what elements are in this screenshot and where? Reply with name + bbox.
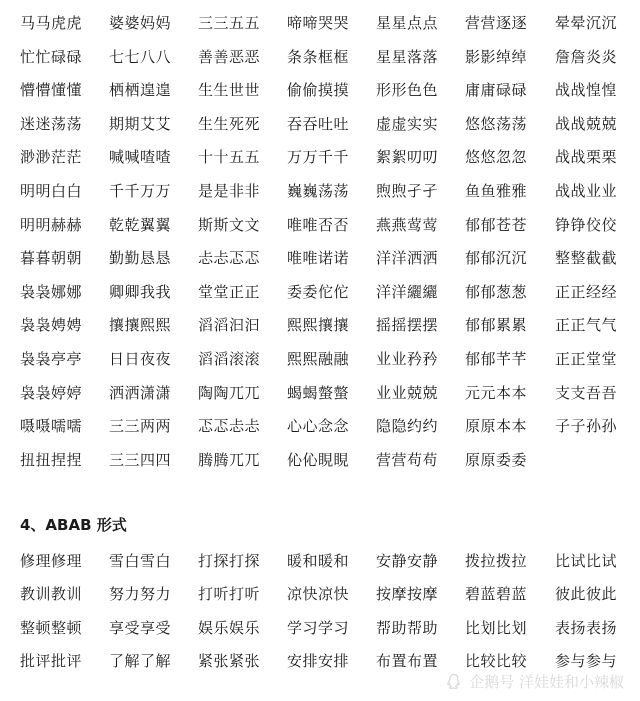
word-cell: 悠悠荡荡 xyxy=(465,114,528,133)
word-cell: 袅袅娜娜 xyxy=(20,282,83,301)
word-cell: 斯斯文文 xyxy=(198,215,261,234)
word-cell: 帮助帮助 xyxy=(376,618,439,637)
word-cell: 批评批评 xyxy=(20,651,83,670)
word-cell: 唯唯诺诺 xyxy=(287,249,350,268)
word-cell: 表扬表扬 xyxy=(555,618,618,637)
word-cell: 絮絮叨叨 xyxy=(376,148,439,167)
word-row xyxy=(0,48,640,82)
word-cell: 布置布置 xyxy=(376,651,439,670)
penguin-icon xyxy=(445,673,463,691)
word-row xyxy=(0,585,640,618)
word-cell: 燕燕莺莺 xyxy=(376,215,439,234)
word-cell: 彼此彼此 xyxy=(555,585,618,604)
word-row xyxy=(0,182,640,216)
word-cell: 滔滔汩汩 xyxy=(198,316,261,335)
word-cell: 明明赫赫 xyxy=(20,215,83,234)
word-cell: 渺渺茫茫 xyxy=(20,148,83,167)
word-cell: 善善恶恶 xyxy=(198,47,261,66)
word-cell: 碧蓝碧蓝 xyxy=(465,585,528,604)
word-cell: 喊喊喳喳 xyxy=(109,148,172,167)
word-cell: 千千万万 xyxy=(109,181,172,200)
word-cell: 影影绰绰 xyxy=(465,47,528,66)
word-row xyxy=(0,417,640,451)
word-row xyxy=(0,552,640,585)
word-cell: 条条框框 xyxy=(287,47,350,66)
word-cell: 滔滔滚滚 xyxy=(198,349,261,368)
word-cell: 生生世世 xyxy=(198,81,261,100)
word-cell: 忐忐忑忑 xyxy=(198,249,261,268)
word-cell: 教训教训 xyxy=(20,585,83,604)
word-cell: 熙熙攘攘 xyxy=(287,316,350,335)
word-cell: 唯唯否否 xyxy=(287,215,350,234)
word-cell: 万万千千 xyxy=(287,148,350,167)
word-cell: 偷偷摸摸 xyxy=(287,81,350,100)
word-cell: 安静安静 xyxy=(376,552,439,570)
word-cell: 袅袅婷婷 xyxy=(20,383,83,402)
word-row xyxy=(0,115,640,149)
abab-word-grid xyxy=(0,552,640,685)
word-row xyxy=(0,316,640,350)
word-cell: 迷迷荡荡 xyxy=(20,114,83,133)
word-row xyxy=(0,14,640,48)
word-cell: 洒洒潇潇 xyxy=(109,383,172,402)
word-cell: 马马虎虎 xyxy=(20,14,83,32)
word-cell: 忙忙碌碌 xyxy=(20,47,83,66)
word-cell: 星星落落 xyxy=(376,47,439,66)
section-heading-abab: 4、ABAB 形式 xyxy=(20,516,127,534)
word-cell: 陶陶兀兀 xyxy=(198,383,261,402)
word-cell: 战战惶惶 xyxy=(555,81,618,100)
word-cell: 煦煦孑孑 xyxy=(376,181,439,200)
word-row xyxy=(0,249,640,283)
word-cell: 支支吾吾 xyxy=(555,383,618,402)
word-cell: 努力努力 xyxy=(109,585,172,604)
word-cell: 业业兢兢 xyxy=(376,383,439,402)
word-cell: 腾腾兀兀 xyxy=(198,450,261,469)
word-cell: 期期艾艾 xyxy=(109,114,172,133)
word-row xyxy=(0,81,640,115)
word-cell: 忑忑忐忐 xyxy=(198,417,261,436)
word-cell: 打听打听 xyxy=(198,585,261,604)
word-cell: 栖栖遑遑 xyxy=(109,81,172,100)
word-cell: 明明白白 xyxy=(20,181,83,200)
word-cell: 原原本本 xyxy=(465,417,528,436)
word-cell: 攘攘熙熙 xyxy=(109,316,172,335)
word-cell: 虚虚实实 xyxy=(376,114,439,133)
watermark-text: 企鹅号 洋娃娃和小辣椒 xyxy=(469,673,624,691)
word-cell: 三三两两 xyxy=(109,417,172,436)
word-cell: 七七八八 xyxy=(109,47,172,66)
word-cell: 婆婆妈妈 xyxy=(109,14,172,32)
word-cell: 了解了解 xyxy=(109,651,172,670)
word-row xyxy=(0,216,640,250)
word-cell: 郁郁苍苍 xyxy=(465,215,528,234)
word-row xyxy=(0,451,640,485)
word-cell: 勤勤恳恳 xyxy=(109,249,172,268)
word-cell: 袅袅亭亭 xyxy=(20,349,83,368)
word-cell: 参与参与 xyxy=(555,651,618,670)
word-cell: 业业矜矜 xyxy=(376,349,439,368)
word-cell: 晕晕沉沉 xyxy=(555,14,618,32)
word-cell: 铮铮佼佼 xyxy=(555,215,618,234)
word-cell: 安排安排 xyxy=(287,651,350,670)
word-cell: 子子孙孙 xyxy=(555,417,618,436)
word-cell: 三三五五 xyxy=(198,14,261,32)
word-cell: 雪白雪白 xyxy=(109,552,172,570)
word-cell: 巍巍荡荡 xyxy=(287,181,350,200)
word-cell: 乾乾翼翼 xyxy=(109,215,172,234)
word-cell: 正正经经 xyxy=(555,282,618,301)
word-cell: 凉快凉快 xyxy=(287,585,350,604)
word-row xyxy=(0,619,640,652)
word-cell: 拨拉拨拉 xyxy=(465,552,528,570)
word-cell: 隐隐约约 xyxy=(376,417,439,436)
word-cell: 摇摇摆摆 xyxy=(376,316,439,335)
word-cell: 吞吞吐吐 xyxy=(287,114,350,133)
word-cell: 洋洋洒洒 xyxy=(376,249,439,268)
word-cell: 比试比试 xyxy=(555,552,618,570)
word-row xyxy=(0,283,640,317)
word-cell: 堂堂正正 xyxy=(198,282,261,301)
word-cell: 庸庸碌碌 xyxy=(465,81,528,100)
word-cell: 打探打探 xyxy=(198,552,261,570)
word-row xyxy=(0,148,640,182)
word-cell: 伈伈睍睍 xyxy=(287,450,350,469)
word-cell: 熙熙融融 xyxy=(287,349,350,368)
word-cell: 懵懵懂懂 xyxy=(20,81,83,100)
word-row xyxy=(0,384,640,418)
word-cell: 十十五五 xyxy=(198,148,261,167)
word-cell: 比较比较 xyxy=(465,651,528,670)
word-cell: 詹詹炎炎 xyxy=(555,47,618,66)
word-cell: 三三四四 xyxy=(109,450,172,469)
word-cell: 享受享受 xyxy=(109,618,172,637)
word-cell: 郁郁葱葱 xyxy=(465,282,528,301)
word-cell: 正正气气 xyxy=(555,316,618,335)
word-cell: 按摩按摩 xyxy=(376,585,439,604)
aabb-word-grid xyxy=(0,14,640,484)
word-cell: 日日夜夜 xyxy=(109,349,172,368)
word-cell: 郁郁芊芊 xyxy=(465,349,528,368)
word-cell: 袅袅娉娉 xyxy=(20,316,83,335)
word-cell: 战战兢兢 xyxy=(555,114,618,133)
word-cell: 蝎蝎螫螫 xyxy=(287,383,350,402)
word-row xyxy=(0,350,640,384)
word-cell: 委委佗佗 xyxy=(287,282,350,301)
word-cell: 战战栗栗 xyxy=(555,148,618,167)
word-cell: 学习学习 xyxy=(287,618,350,637)
word-cell: 郁郁沉沉 xyxy=(465,249,528,268)
word-cell: 整顿整顿 xyxy=(20,618,83,637)
word-cell: 星星点点 xyxy=(376,14,439,32)
word-cell: 正正堂堂 xyxy=(555,349,618,368)
word-cell: 洋洋纚纚 xyxy=(376,282,439,301)
word-cell: 战战业业 xyxy=(555,181,618,200)
word-cell: 形形色色 xyxy=(376,81,439,100)
word-cell: 心心念念 xyxy=(287,417,350,436)
word-cell: 嗫嗫嚅嚅 xyxy=(20,417,83,436)
word-cell: 鱼鱼雅雅 xyxy=(465,181,528,200)
word-cell: 娱乐娱乐 xyxy=(198,618,261,637)
word-cell: 生生死死 xyxy=(198,114,261,133)
word-cell: 啼啼哭哭 xyxy=(287,14,350,32)
word-cell: 悠悠忽忽 xyxy=(465,148,528,167)
word-cell: 修理修理 xyxy=(20,552,83,570)
word-cell: 是是非非 xyxy=(198,181,261,200)
word-cell: 原原委委 xyxy=(465,450,528,469)
word-cell: 比划比划 xyxy=(465,618,528,637)
word-cell: 营营苟苟 xyxy=(376,450,439,469)
word-cell: 整整截截 xyxy=(555,249,618,268)
word-cell: 卿卿我我 xyxy=(109,282,172,301)
word-cell: 扭扭捏捏 xyxy=(20,450,83,469)
word-cell: 暖和暖和 xyxy=(287,552,350,570)
word-cell: 暮暮朝朝 xyxy=(20,249,83,268)
watermark xyxy=(445,671,624,692)
word-cell: 元元本本 xyxy=(465,383,528,402)
word-cell: 紧张紧张 xyxy=(198,651,261,670)
word-cell: 郁郁累累 xyxy=(465,316,528,335)
word-cell: 营营逐逐 xyxy=(465,14,528,32)
